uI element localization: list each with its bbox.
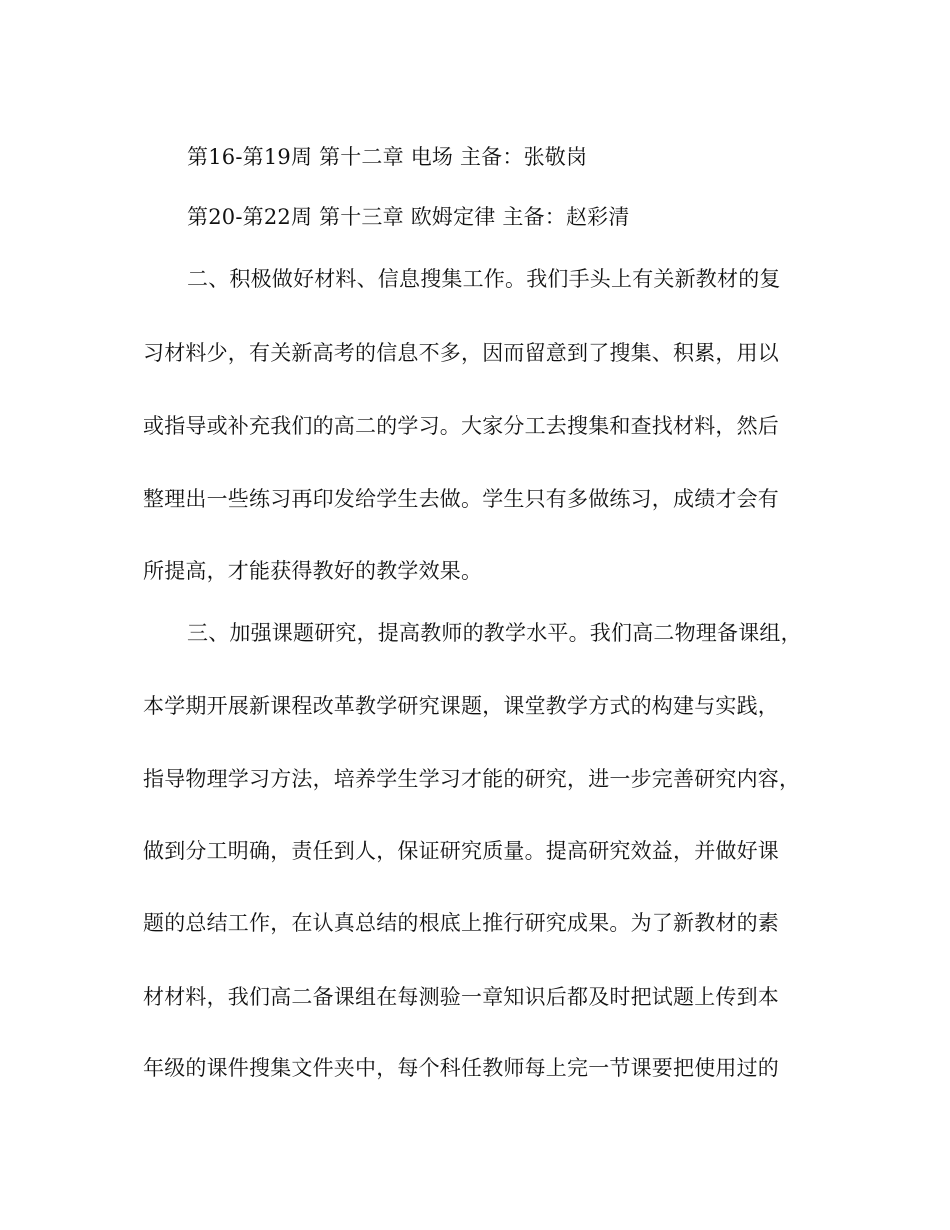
paragraph-3-line-1: 三、加强课题研究，提高教师的教学水平。我们高二物理备课组， xyxy=(187,621,802,645)
paragraph-2-line-1: 二、积极做好材料、信息搜集工作。我们手头上有关新教材的复 xyxy=(187,267,781,291)
paragraph-2-line-2: 习材料少，有关新高考的信息不多，因而留意到了搜集、积累，用以 xyxy=(143,341,779,365)
paragraph-3-line-4: 做到分工明确，责任到人，保证研究质量。提高研究效益，并做好课 xyxy=(143,839,779,863)
paragraph-3-line-6: 材材料，我们高二备课组在每测验一章知识后都及时把试题上传到本 xyxy=(143,985,779,1009)
paragraph-2-line-5: 所提高，才能获得教好的教学效果。 xyxy=(143,559,483,583)
paragraph-3-line-5: 题的总结工作，在认真总结的根底上推行研究成果。为了新教材的素 xyxy=(143,911,779,935)
paragraph-3-line-2: 本学期开展新课程改革教学研究课题，课堂教学方式的构建与实践， xyxy=(143,694,779,718)
paragraph-2-line-4: 整理出一些练习再印发给学生去做。学生只有多做练习，成绩才会有 xyxy=(143,487,779,511)
paragraph-2-line-3: 或指导或补充我们的高二的学习。大家分工去搜集和查找材料，然后 xyxy=(143,414,779,438)
schedule-line-week16-19: 第16-第19周 第十二章 电场 主备：张敬岗 xyxy=(187,145,588,169)
paragraph-3-line-7: 年级的课件搜集文件夹中，每个科任教师每上完一节课要把使用过的 xyxy=(143,1056,779,1080)
paragraph-3-line-3: 指导物理学习方法，培养学生学习才能的研究，进一步完善研究内容， xyxy=(143,767,801,791)
schedule-line-week20-22: 第20-第22周 第十三章 欧姆定律 主备：赵彩清 xyxy=(187,205,630,229)
